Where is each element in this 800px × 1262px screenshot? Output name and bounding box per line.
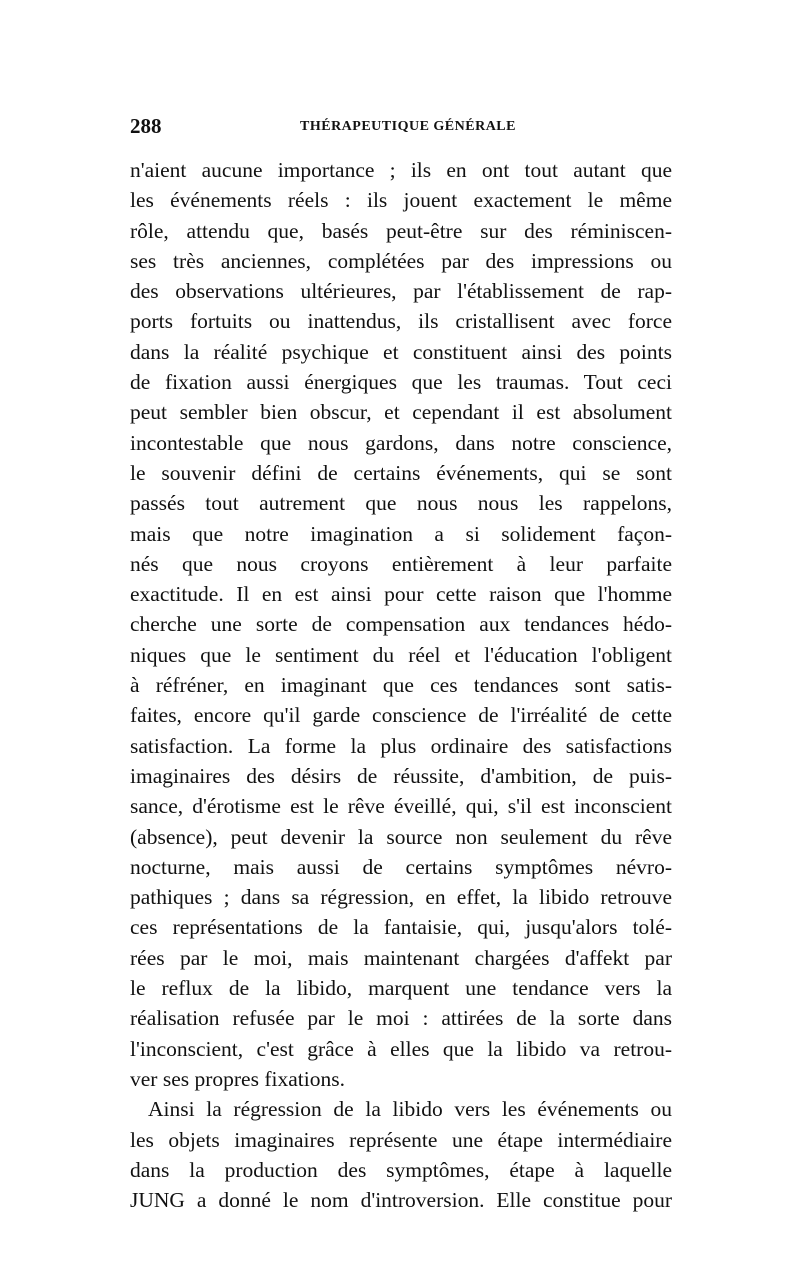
text-line: des observations ultérieures, par l'établissement de rap- [130,279,672,304]
text-line: rées par le moi, mais maintenant chargées d'affekt par [130,945,672,970]
text-line: satisfaction. La forme la plus ordinaire des satisfactions [130,733,672,758]
text-line: exactitude. Il en est ainsi pour cette raison que l'homme [130,582,672,607]
text-line: passés tout autrement que nous nous les rappelons, [130,491,672,516]
text-line: les objets imaginaires représente une étape intermédiaire [130,1127,672,1152]
text-line: le souvenir défini de certains événements, qui se sont [130,460,672,485]
text-line: de fixation aussi énergiques que les traumas. Tout ceci [130,370,672,395]
text-line: pathiques ; dans sa régression, en effet, la libido retrouve [130,885,672,910]
text-line: ver ses propres fixations. [130,1066,345,1091]
text-line: n'aient aucune importance ; ils en ont tout autant que [130,158,672,182]
text-line: ses très anciennes, complétées par des impressions ou [130,248,672,273]
text-line: réalisation refusée par le moi : attirées de la sorte dans [130,1006,672,1031]
text-line: dans la production des symptômes, étape à laquelle [130,1157,672,1182]
paragraph-2 [130,1094,672,1215]
text-line: nocturne, mais aussi de certains symptômes névro- [130,854,672,879]
text-line: à réfréner, en imaginant que ces tendances sont satis- [130,673,672,698]
text-line: cherche une sorte de compensation aux tendances hédo- [130,612,672,637]
text-line: imaginaires des désirs de réussite, d'ambition, de puis- [130,763,672,788]
text-line: dans la réalité psychique et constituent ainsi des points [130,339,672,364]
text-line: (absence), peut devenir la source non seulement du rêve [130,824,672,849]
page-number: 288 [130,114,162,138]
text-line: peut sembler bien obscur, et cependant il est absolument [130,400,672,425]
text-line: Ainsi la régression de la libido vers les événements ou [148,1097,672,1122]
text-line: l'inconscient, c'est grâce à elles que la libido va retrou- [130,1036,672,1061]
text-line: les événements réels : ils jouent exactement le même [130,188,672,213]
text-line: rôle, attendu que, basés peut-être sur des réminiscen- [130,218,672,243]
text-line: nés que nous croyons entièrement à leur parfaite [130,551,672,576]
text-line: niques que le sentiment du réel et l'éducation l'obligent [130,642,672,667]
text-line: mais que notre imagination a si solidement façon- [130,521,672,546]
running-head [130,114,672,144]
running-title: THÉRAPEUTIQUE GÉNÉRALE [300,119,516,134]
text-line: incontestable que nous gardons, dans notre conscience, [130,430,672,455]
text-line: le reflux de la libido, marquent une tendance vers la [130,976,672,1001]
paragraph-1 [130,155,672,1094]
text-line: faites, encore qu'il garde conscience de l'irréalité de cette [130,703,672,728]
text-line: ces représentations de la fantaisie, qui, jusqu'alors tolé- [130,915,672,940]
body-text [130,155,672,1215]
text-line: JUNG a donné le nom d'introversion. Elle constitue pour [130,1188,672,1213]
text-line: ports fortuits ou inattendus, ils cristallisent avec force [130,309,672,334]
text-line: sance, d'érotisme est le rêve éveillé, qui, s'il est inconscient [130,794,672,819]
